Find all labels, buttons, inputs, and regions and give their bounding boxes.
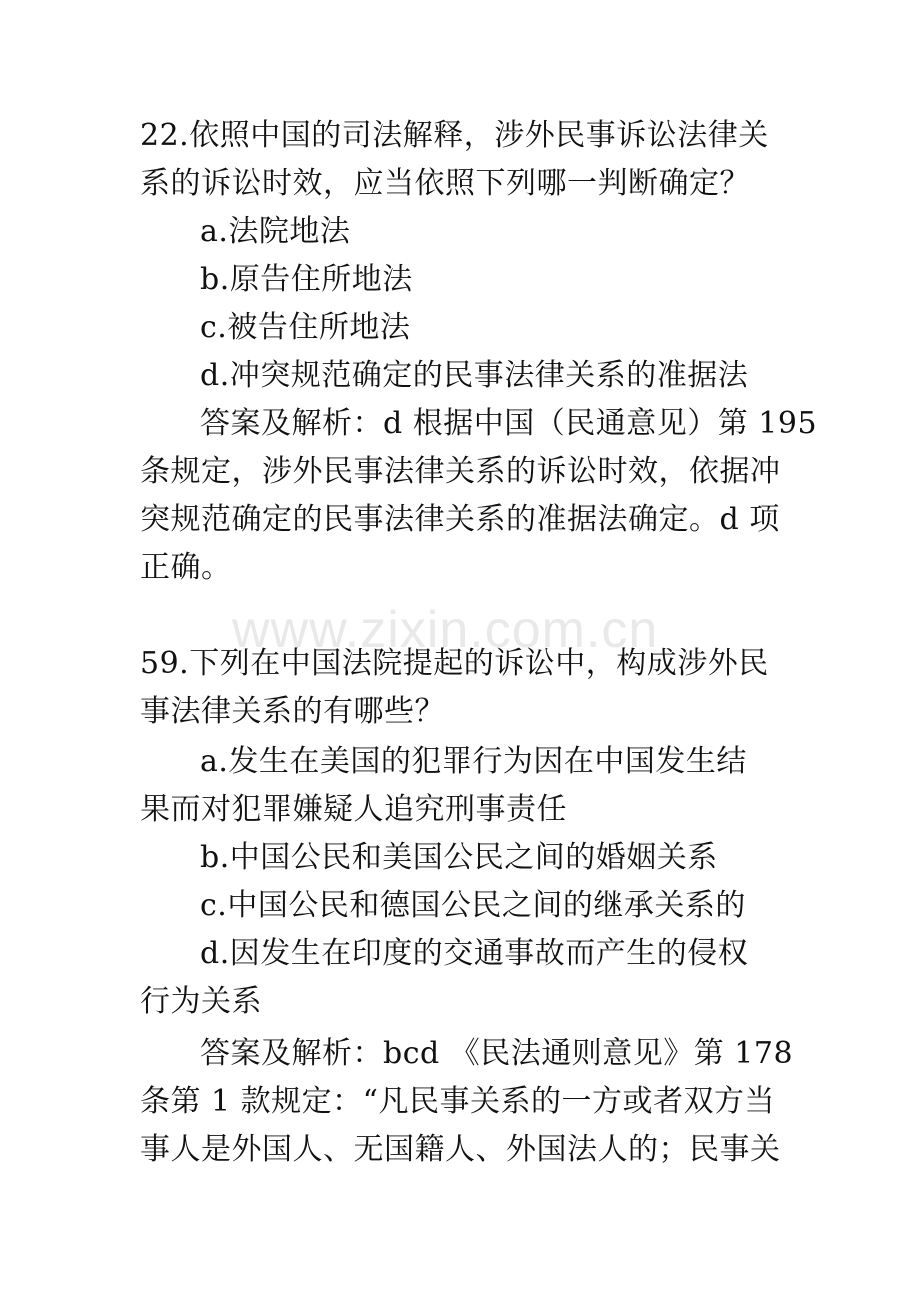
- question-59-option-d-line-1: d.因发生在印度的交通事故而产生的侵权: [200, 936, 749, 971]
- question-59-option-d-line-2: 行为关系: [140, 984, 262, 1019]
- question-59-option-a-line-2: 果而对犯罪嫌疑人追究刑事责任: [140, 792, 567, 827]
- question-59-text-line-2: 事法律关系的有哪些？: [140, 694, 445, 729]
- question-22-option-b: b.原告住所地法: [200, 262, 413, 297]
- question-22-option-d: d.冲突规范确定的民事法律关系的准据法: [200, 358, 749, 393]
- question-22-option-a: a.法院地法: [200, 214, 351, 249]
- watermark: www.zixin.com.cn: [232, 601, 659, 659]
- question-59-answer-line-1: 答案及解析：bcd 《民法通则意见》第 178: [200, 1036, 794, 1071]
- question-22-answer-line-2: 条规定，涉外民事法律关系的诉讼时效，依据冲: [140, 454, 781, 489]
- question-22-answer-line-4: 正确。: [140, 550, 232, 585]
- question-22-text-line-1: 22.依照中国的司法解释，涉外民事诉讼法律关: [140, 118, 769, 153]
- question-59-answer-line-3: 事人是外国人、无国籍人、外国法人的；民事关: [140, 1132, 781, 1167]
- question-22-text-line-2: 系的诉讼时效，应当依照下列哪一判断确定？: [140, 166, 750, 201]
- question-22-option-c: c.被告住所地法: [200, 310, 411, 345]
- question-59-option-c: c.中国公民和德国公民之间的继承关系的: [200, 888, 746, 923]
- question-59-text-line-1: 59.下列在中国法院提起的诉讼中，构成涉外民: [140, 646, 769, 681]
- question-22-answer-line-3: 突规范确定的民事法律关系的准据法确定。d 项: [140, 502, 780, 537]
- question-59-option-b: b.中国公民和美国公民之间的婚姻关系: [200, 840, 718, 875]
- question-59-answer-line-2: 条第 1 款规定：“凡民事关系的一方或者双方当: [140, 1084, 775, 1119]
- question-22-answer-line-1: 答案及解析：d 根据中国（民通意见）第 195: [200, 406, 818, 441]
- question-59-option-a-line-1: a.发生在美国的犯罪行为因在中国发生结: [200, 744, 747, 779]
